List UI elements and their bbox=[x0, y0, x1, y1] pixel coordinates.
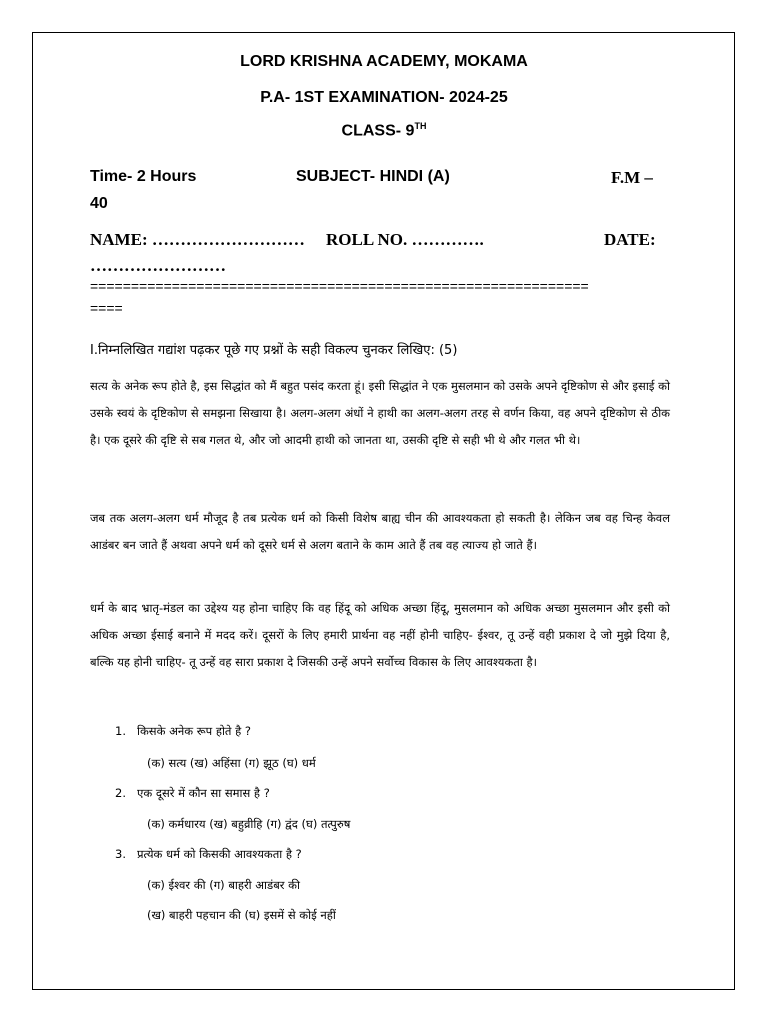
class-heading bbox=[40, 121, 728, 140]
question-2 bbox=[115, 786, 270, 801]
date-dots: …………………… bbox=[90, 256, 226, 275]
time-label: Time- 2 Hours bbox=[90, 168, 197, 185]
section-instruction: I.निम्नलिखित गद्यांश पढ़कर पूछे गए प्रश्नों के सही विकल्प चुनकर लिखिए: (5) bbox=[90, 343, 458, 358]
question-text: प्रत्येक धर्म को किसकी आवश्यकता है ? bbox=[137, 847, 302, 861]
roll-field: ROLL NO. …………. bbox=[326, 230, 484, 249]
question-3 bbox=[115, 847, 302, 862]
date-field: DATE: bbox=[604, 230, 656, 249]
question-3-options-a: (क) ईश्वर की (ग) बाहरी आडंबर की bbox=[147, 878, 300, 892]
question-number: 1. bbox=[115, 724, 126, 738]
divider-line-tail: ==== bbox=[90, 300, 123, 316]
passage-paragraph-3: धर्म के बाद भ्रातृ-मंडल का उद्देश्य यह होना चाहिए कि वह हिंदू को अधिक अच्छा हिंदू, मुसलमान को अधिक अच्छा मुसलमान और इसी को अधिक अच्छा ईसाई बनाने में मदद करें। दूसरों के लिए हमारी प्रार्थना वह नहीं होनी चाहिए- ईश्वर, तू उन्हें वही प्रकाश दे जो मुझे दिया है, बल्कि यह होनी चाहिए- तू उन्हें वह सारा प्रकाश दे जिसकी उन्हें अपने सर्वोच्च विकास के लिए आवश्यकता है। bbox=[90, 601, 670, 669]
question-number: 2. bbox=[115, 786, 126, 800]
exam-title: P.A- 1ST EXAMINATION- 2024-25 bbox=[260, 89, 508, 106]
full-marks-value: 40 bbox=[90, 195, 108, 212]
class-label: CLASS- 9 bbox=[341, 122, 415, 140]
question-text: किसके अनेक रूप होते है ? bbox=[137, 724, 252, 738]
passage-paragraph-1: सत्य के अनेक रूप होते है, इस सिद्धांत को मैं बहुत पसंद करता हूं। इसी सिद्धांत ने एक मुसलमान को उसके अपने दृष्टिकोण से और इसाई को उसके स्वयं के दृष्टिकोण से समझना सिखाया है। अलग-अलग अंधों ने हाथी का अलग-अलग तरह से वर्णन किया, वह अपने दृष्टिकोण से ठीक है। एक दूसरे की दृष्टि से सब गलत थे, और जो आदमी हाथी को जानता था, उसकी दृष्टि से सही भी थे और गलत भी थे। bbox=[90, 379, 670, 447]
question-3-options-b: (ख) बाहरी पहचान की (घ) इसमें से कोई नहीं bbox=[147, 908, 336, 922]
question-1-options: (क) सत्य (ख) अहिंसा (ग) झूठ (घ) धर्म bbox=[147, 756, 316, 770]
question-number: 3. bbox=[115, 847, 126, 861]
question-text: एक दूसरे में कौन सा समास है ? bbox=[137, 786, 270, 800]
name-field: NAME: ……………………… bbox=[90, 230, 305, 249]
subject-label: SUBJECT- HINDI (A) bbox=[296, 168, 450, 185]
question-1 bbox=[115, 724, 251, 739]
school-name: LORD KRISHNA ACADEMY, MOKAMA bbox=[240, 53, 528, 70]
divider-line: ============================================================= bbox=[90, 278, 589, 294]
passage-paragraph-2: जब तक अलग-अलग धर्म मौजूद है तब प्रत्येक धर्म को किसी विशेष बाह्य चीन की आवश्यकता हो सकती है। लेकिन जब वह चिन्ह केवल आडंबर बन जाते हैं अथवा अपने धर्म को दूसरे धर्म से अलग बताने के काम आते हैं तब वह त्याज्य हो जाते हैं। bbox=[90, 511, 670, 552]
question-2-options: (क) कर्मधारय (ख) बहुव्रीहि (ग) द्वंद (घ) तत्पुरुष bbox=[147, 817, 351, 831]
full-marks-label: F.M – bbox=[611, 168, 653, 187]
class-superscript: TH bbox=[414, 121, 427, 131]
